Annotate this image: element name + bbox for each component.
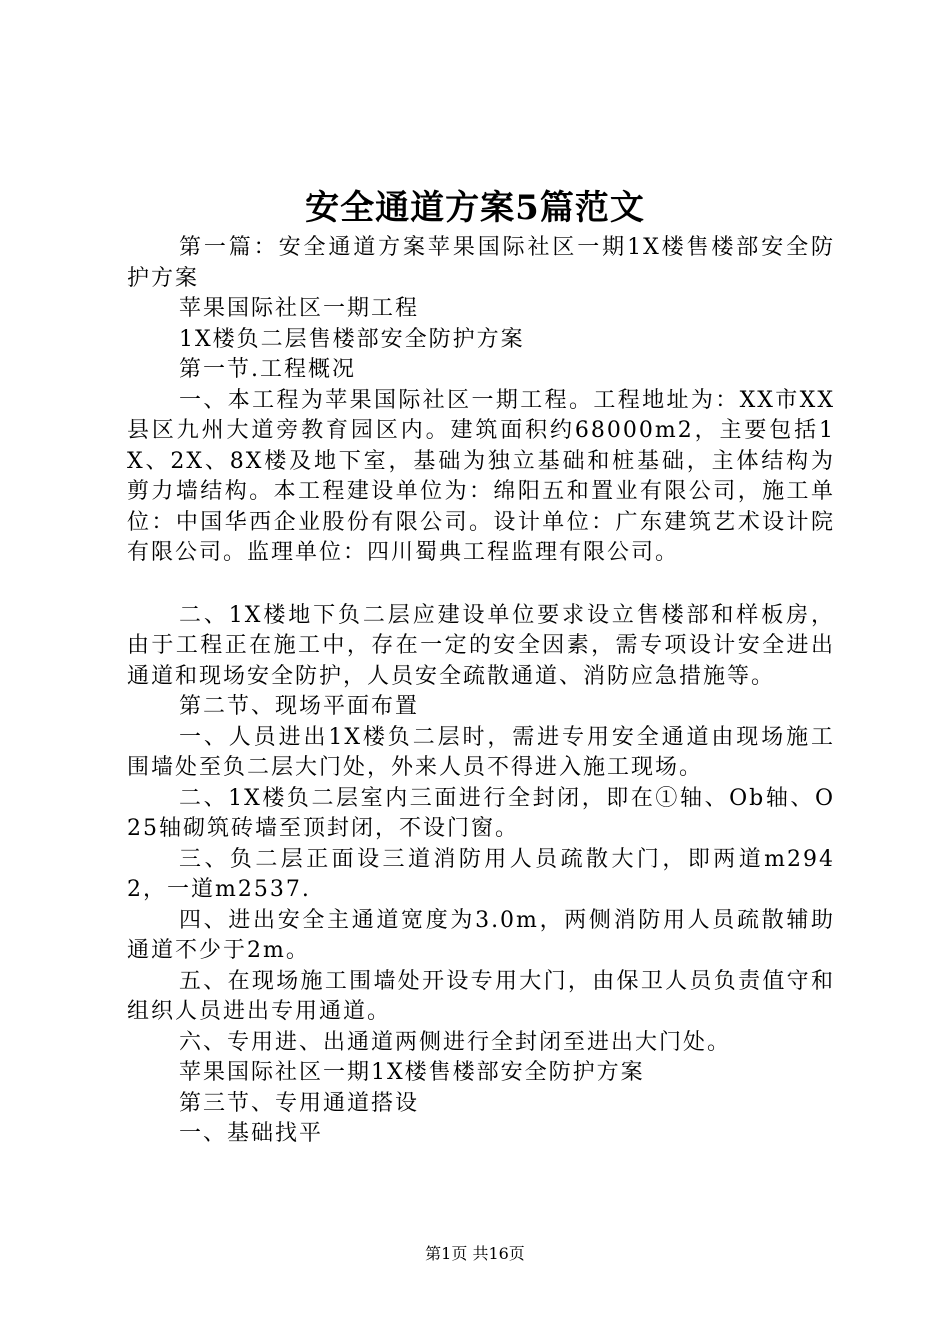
paragraph: 第一篇：安全通道方案苹果国际社区一期1X楼售楼部安全防护方案 — [127, 235, 835, 291]
paragraph: 四、进出安全主通道宽度为3.0m，两侧消防用人员疏散辅助通道不少于2m。 — [127, 907, 835, 963]
paragraph: 二、1X楼地下负二层应建设单位要求设立售楼部和样板房，由于工程正在施工中，存在一定的安全因素，需专项设计安全进出通道和现场安全防护，人员安全疏散通道、消防应急措施等。 — [127, 602, 835, 689]
document-title: 安全通道方案5篇范文 — [305, 188, 645, 228]
paragraph: 二、1X楼负二层室内三面进行全封闭，即在①轴、Ob轴、O25轴砌筑砖墙至顶封闭，不设门窗。 — [127, 785, 835, 841]
paragraph: 苹果国际社区一期1X楼售楼部安全防护方案 — [179, 1060, 645, 1085]
section-heading: 第三节、专用通道搭设 — [179, 1090, 420, 1116]
paragraph: 苹果国际社区一期工程 — [179, 296, 420, 321]
document-body — [127, 233, 835, 1150]
paragraph: 六、专用进、出通道两侧进行全封闭至进出大门处。 — [179, 1029, 732, 1055]
paragraph: 1X楼负二层售楼部安全防护方案 — [179, 326, 525, 352]
paragraph: 一、人员进出1X楼负二层时，需进专用安全通道由现场施工围墙处至负二层大门处，外来人员不得进入施工现场。 — [127, 724, 835, 780]
paragraph: 一、本工程为苹果国际社区一期工程。工程地址为：XX市XX县区九州大道旁教育园区内。建筑面积约68000m2，主要包括1X、2X、8X楼及地下室，基础为独立基础和桩基础，主体结构为剪力墙结构。本工程建设单位为：绵阳五和置业有限公司，施工单位：中国华西企业股份有限公司。设计单位：广东建筑艺术设计院有限公司。监理单位：四川蜀典工程监理有限公司。 — [127, 387, 835, 565]
paragraph: 一、基础找平 — [179, 1121, 324, 1146]
section-heading: 第二节、现场平面布置 — [179, 694, 420, 719]
paragraph: 三、负二层正面设三道消防用人员疏散大门，即两道m2942，一道m2537. — [127, 846, 835, 902]
page-number-footer: 第1页 共16页 — [425, 1244, 525, 1263]
paragraph: 五、在现场施工围墙处开设专用大门，由保卫人员负责值守和组织人员进出专用通道。 — [127, 968, 835, 1024]
section-heading: 第一节.工程概况 — [179, 357, 356, 382]
